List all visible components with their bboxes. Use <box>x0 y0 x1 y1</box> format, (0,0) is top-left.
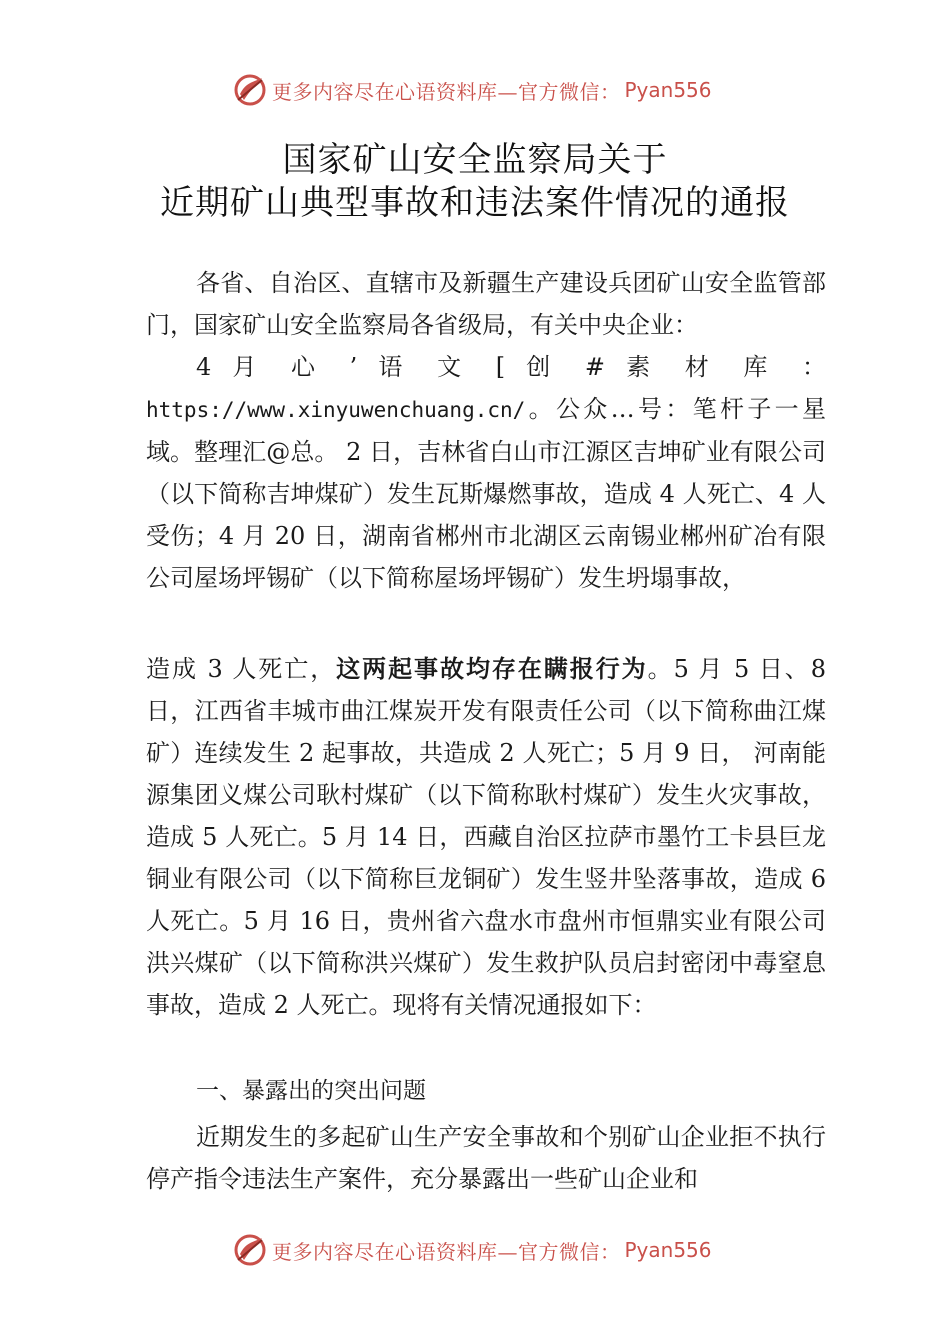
body-paragraph-2-start: 造成 3 人死亡， <box>146 655 337 683</box>
brand-logo-icon <box>232 1232 268 1268</box>
section-heading-1: 一、暴露出的突出问题 <box>196 1078 426 1104</box>
brand-logo-icon <box>232 72 268 108</box>
section-1-paragraph: 近期发生的多起矿山生产安全事故和个别矿山企业拒不执行停产指令违法生产案件，充分暴露出一些矿山企业和 <box>146 1123 826 1193</box>
watermark-footer <box>232 1232 712 1268</box>
watermark-wechat-id: Pyan556 <box>624 1238 712 1262</box>
watermark-wechat-id: Pyan556 <box>624 78 712 102</box>
body-paragraph-2 <box>146 648 826 1026</box>
body-paragraph-1-text: 。公众…号：笔杆子一星域。整理汇@总。 2 日，吉林省白山市江源区吉坤矿业有限公司（以下简称吉坤煤矿）发生瓦斯爆燃事故，造成 4 人死亡、4 人受伤；4 月 20 日，湖南省郴州市北湖区云南锡业郴州矿冶有限公司屋场坪锡矿（以下简称屋场坪锡矿）发生坍塌事故， <box>146 395 826 592</box>
salutation-paragraph: 各省、自治区、直辖市及新疆生产建设兵团矿山安全监管部门，国家矿山安全监察局各省级局，有关中央企业： <box>146 269 826 339</box>
body-paragraph-2-emphasis: 这两起事故均存在瞒报行为 <box>336 655 648 683</box>
body-paragraph-1-lead: 4 月 心 ’ 语 文 [ 创 # 素 材 库 ： <box>196 353 826 381</box>
watermark-text: 更多内容尽在心语资料库—官方微信： <box>272 1239 621 1264</box>
document-title-line-1: 国家矿山安全监察局关于 <box>282 140 668 180</box>
watermark-header <box>232 72 712 108</box>
body-paragraph-1 <box>146 346 826 599</box>
document-title-line-2: 近期矿山典型事故和违法案件情况的通报 <box>160 183 790 223</box>
watermark-text: 更多内容尽在心语资料库—官方微信： <box>272 79 621 104</box>
body-paragraph-2-text: 。5 月 5 日、8 日，江西省丰城市曲江煤炭开发有限责任公司（以下简称曲江煤矿）连续发生 2 起事故，共造成 2 人死亡；5 月 9 日， 河南能源集团义煤公司耿村煤矿（以下简称耿村煤矿）发生火灾事故，造成 5 人死亡。5 月 14 日，西藏自治区拉萨市墨竹工卡县巨龙铜业有限公司（以下简称巨龙铜矿）发生竖井坠落事故，造成 6 人死亡。5 月 16 日，贵州省六盘水市盘州市恒鼎实业有限公司洪兴煤矿（以下简称洪兴煤矿）发生救护队员启封密闭中毒窒息事故，造成 2 人死亡。现将有关情况通报如下： <box>146 655 827 1019</box>
body-paragraph-1-url: https://www.xinyuwenchuang.cn/ <box>146 398 526 422</box>
